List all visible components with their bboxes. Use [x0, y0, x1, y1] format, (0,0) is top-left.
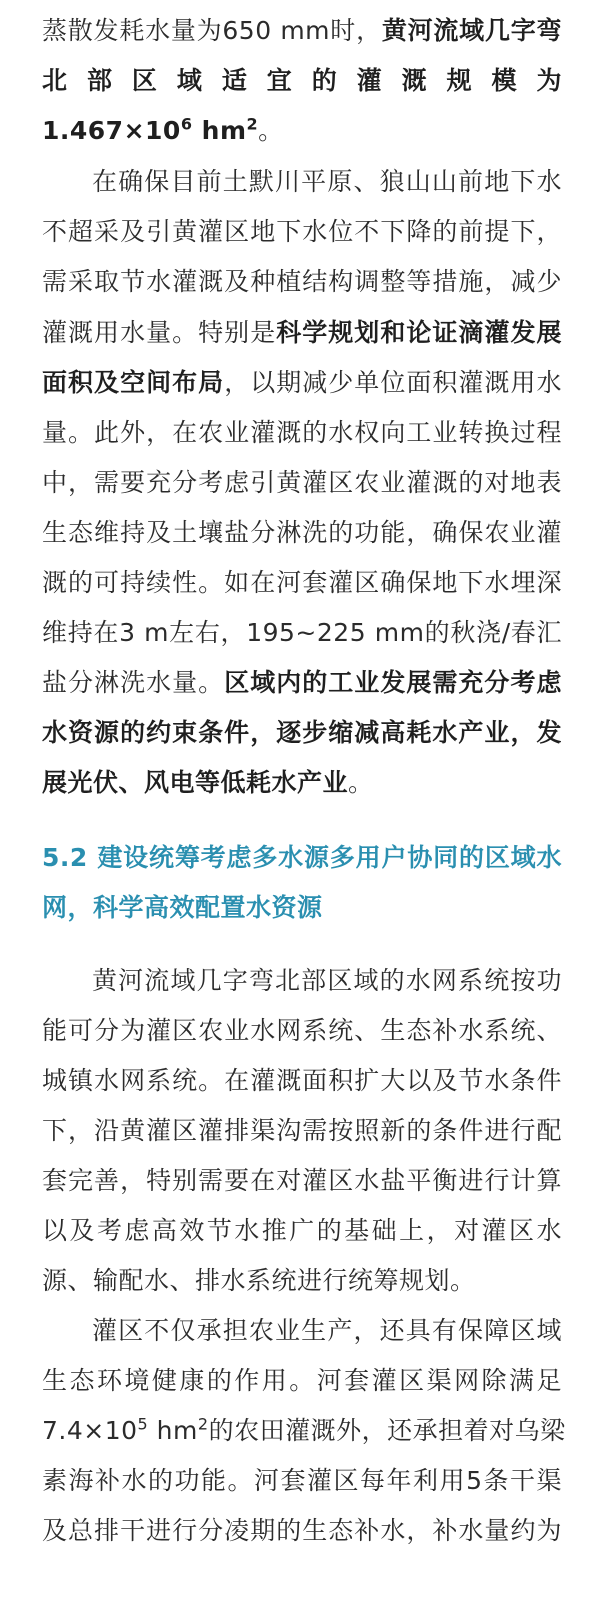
p4-line-4: 素海补水的功能。河套灌区每年利用5条干渠 [42, 1466, 562, 1495]
p2-line-5 [42, 368, 562, 398]
p1-line-2 [42, 66, 562, 96]
text-run: ，以期减少单位面积灌溉用水 [224, 368, 562, 397]
text-run: 盐分淋洗水量。 [42, 668, 225, 697]
p3-line-6: 以及考虑高效节水推广的基础上，对灌区水 [42, 1216, 562, 1245]
formula-unit: hm [192, 116, 247, 145]
bold-text-run: 面积及空间布局 [42, 368, 225, 397]
bold-text-run: 展光伏、风电等低耗水产业 [42, 768, 349, 797]
p2-line-1: 在确保目前土默川平原、狼山山前地下水 [92, 167, 562, 196]
text-run: 的农田灌溉外，还承担着对乌梁 [208, 1416, 566, 1445]
p3-line-1: 黄河流域几字弯北部区域的水网系统按功 [92, 966, 562, 995]
formula-base: 7.4×10 [42, 1416, 138, 1445]
p2-line-6: 量。此外，在农业灌溉的水权向工业转换过程 [42, 418, 562, 447]
section-heading-line-1: 5.2 建设统筹考虑多水源多用户协同的区域水 [42, 843, 562, 872]
p2-line-10: 维持在3 m左右，195~225 mm的秋浇/春汇 [42, 618, 562, 647]
p2-line-12 [42, 718, 562, 748]
unit-exponent: 2 [197, 1414, 209, 1434]
bold-text-run: 科学规划和论证滴灌发展 [276, 318, 562, 347]
p2-line-9: 溉的可持续性。如在河套灌区确保地下水埋深 [42, 568, 562, 597]
p2-line-4 [42, 318, 562, 348]
formula-unit: hm [148, 1416, 198, 1445]
p1-line-3 [42, 116, 562, 146]
p4-line-3 [42, 1414, 566, 1446]
bold-text-run: 水资源的约束条件，逐步缩减高耗水产业，发 [42, 718, 562, 747]
bold-text-run: 北部区域适宜的灌溉规模为 [42, 66, 562, 95]
p3-line-7: 源、输配水、排水系统进行统筹规划。 [42, 1266, 476, 1295]
formula-exponent: 5 [137, 1414, 149, 1434]
p1-line-1 [42, 16, 562, 46]
p3-line-3: 城镇水网系统。在灌溉面积扩大以及节水条件 [42, 1066, 562, 1095]
p2-line-3: 需采取节水灌溉及种植结构调整等措施，减少 [42, 267, 562, 296]
section-heading-line-2: 网，科学高效配置水资源 [42, 893, 323, 922]
text-run: 。 [258, 116, 284, 145]
p3-line-5: 套完善，特别需要在对灌区水盐平衡进行计算 [42, 1166, 562, 1195]
p4-line-1: 灌区不仅承担农业生产，还具有保障区域 [92, 1316, 562, 1345]
unit-exponent: 2 [246, 114, 259, 134]
text-run: 。 [348, 768, 374, 797]
p2-line-7: 中，需要充分考虑引黄灌区农业灌溉的对地表 [42, 468, 562, 497]
p3-line-2: 能可分为灌区农业水网系统、生态补水系统、 [42, 1016, 562, 1045]
bold-text-run: 区域内的工业发展需充分考虑 [224, 668, 562, 697]
bold-formula [42, 116, 258, 145]
p3-line-4: 下，沿黄灌区灌排渠沟需按照新的条件进行配 [42, 1116, 562, 1145]
formula-exponent: 6 [180, 114, 193, 134]
p2-line-13 [42, 768, 562, 798]
p4-line-2: 生态环境健康的作用。河套灌区渠网除满足 [42, 1366, 562, 1395]
p4-line-5: 及总排干进行分凌期的生态补水，补水量约为 [42, 1516, 562, 1545]
p2-line-11 [42, 668, 562, 698]
bold-text-run: 黄河流域几字弯 [381, 16, 562, 45]
p2-line-8: 生态维持及土壤盐分淋洗的功能，确保农业灌 [42, 518, 562, 547]
text-run: 蒸散发耗水量为650 mm时， [42, 16, 382, 45]
formula-base: 1.467×10 [42, 116, 181, 145]
text-run: 灌溉用水量。特别是 [42, 318, 277, 347]
p2-line-2: 不超采及引黄灌区地下水位不下降的前提下， [42, 217, 562, 246]
